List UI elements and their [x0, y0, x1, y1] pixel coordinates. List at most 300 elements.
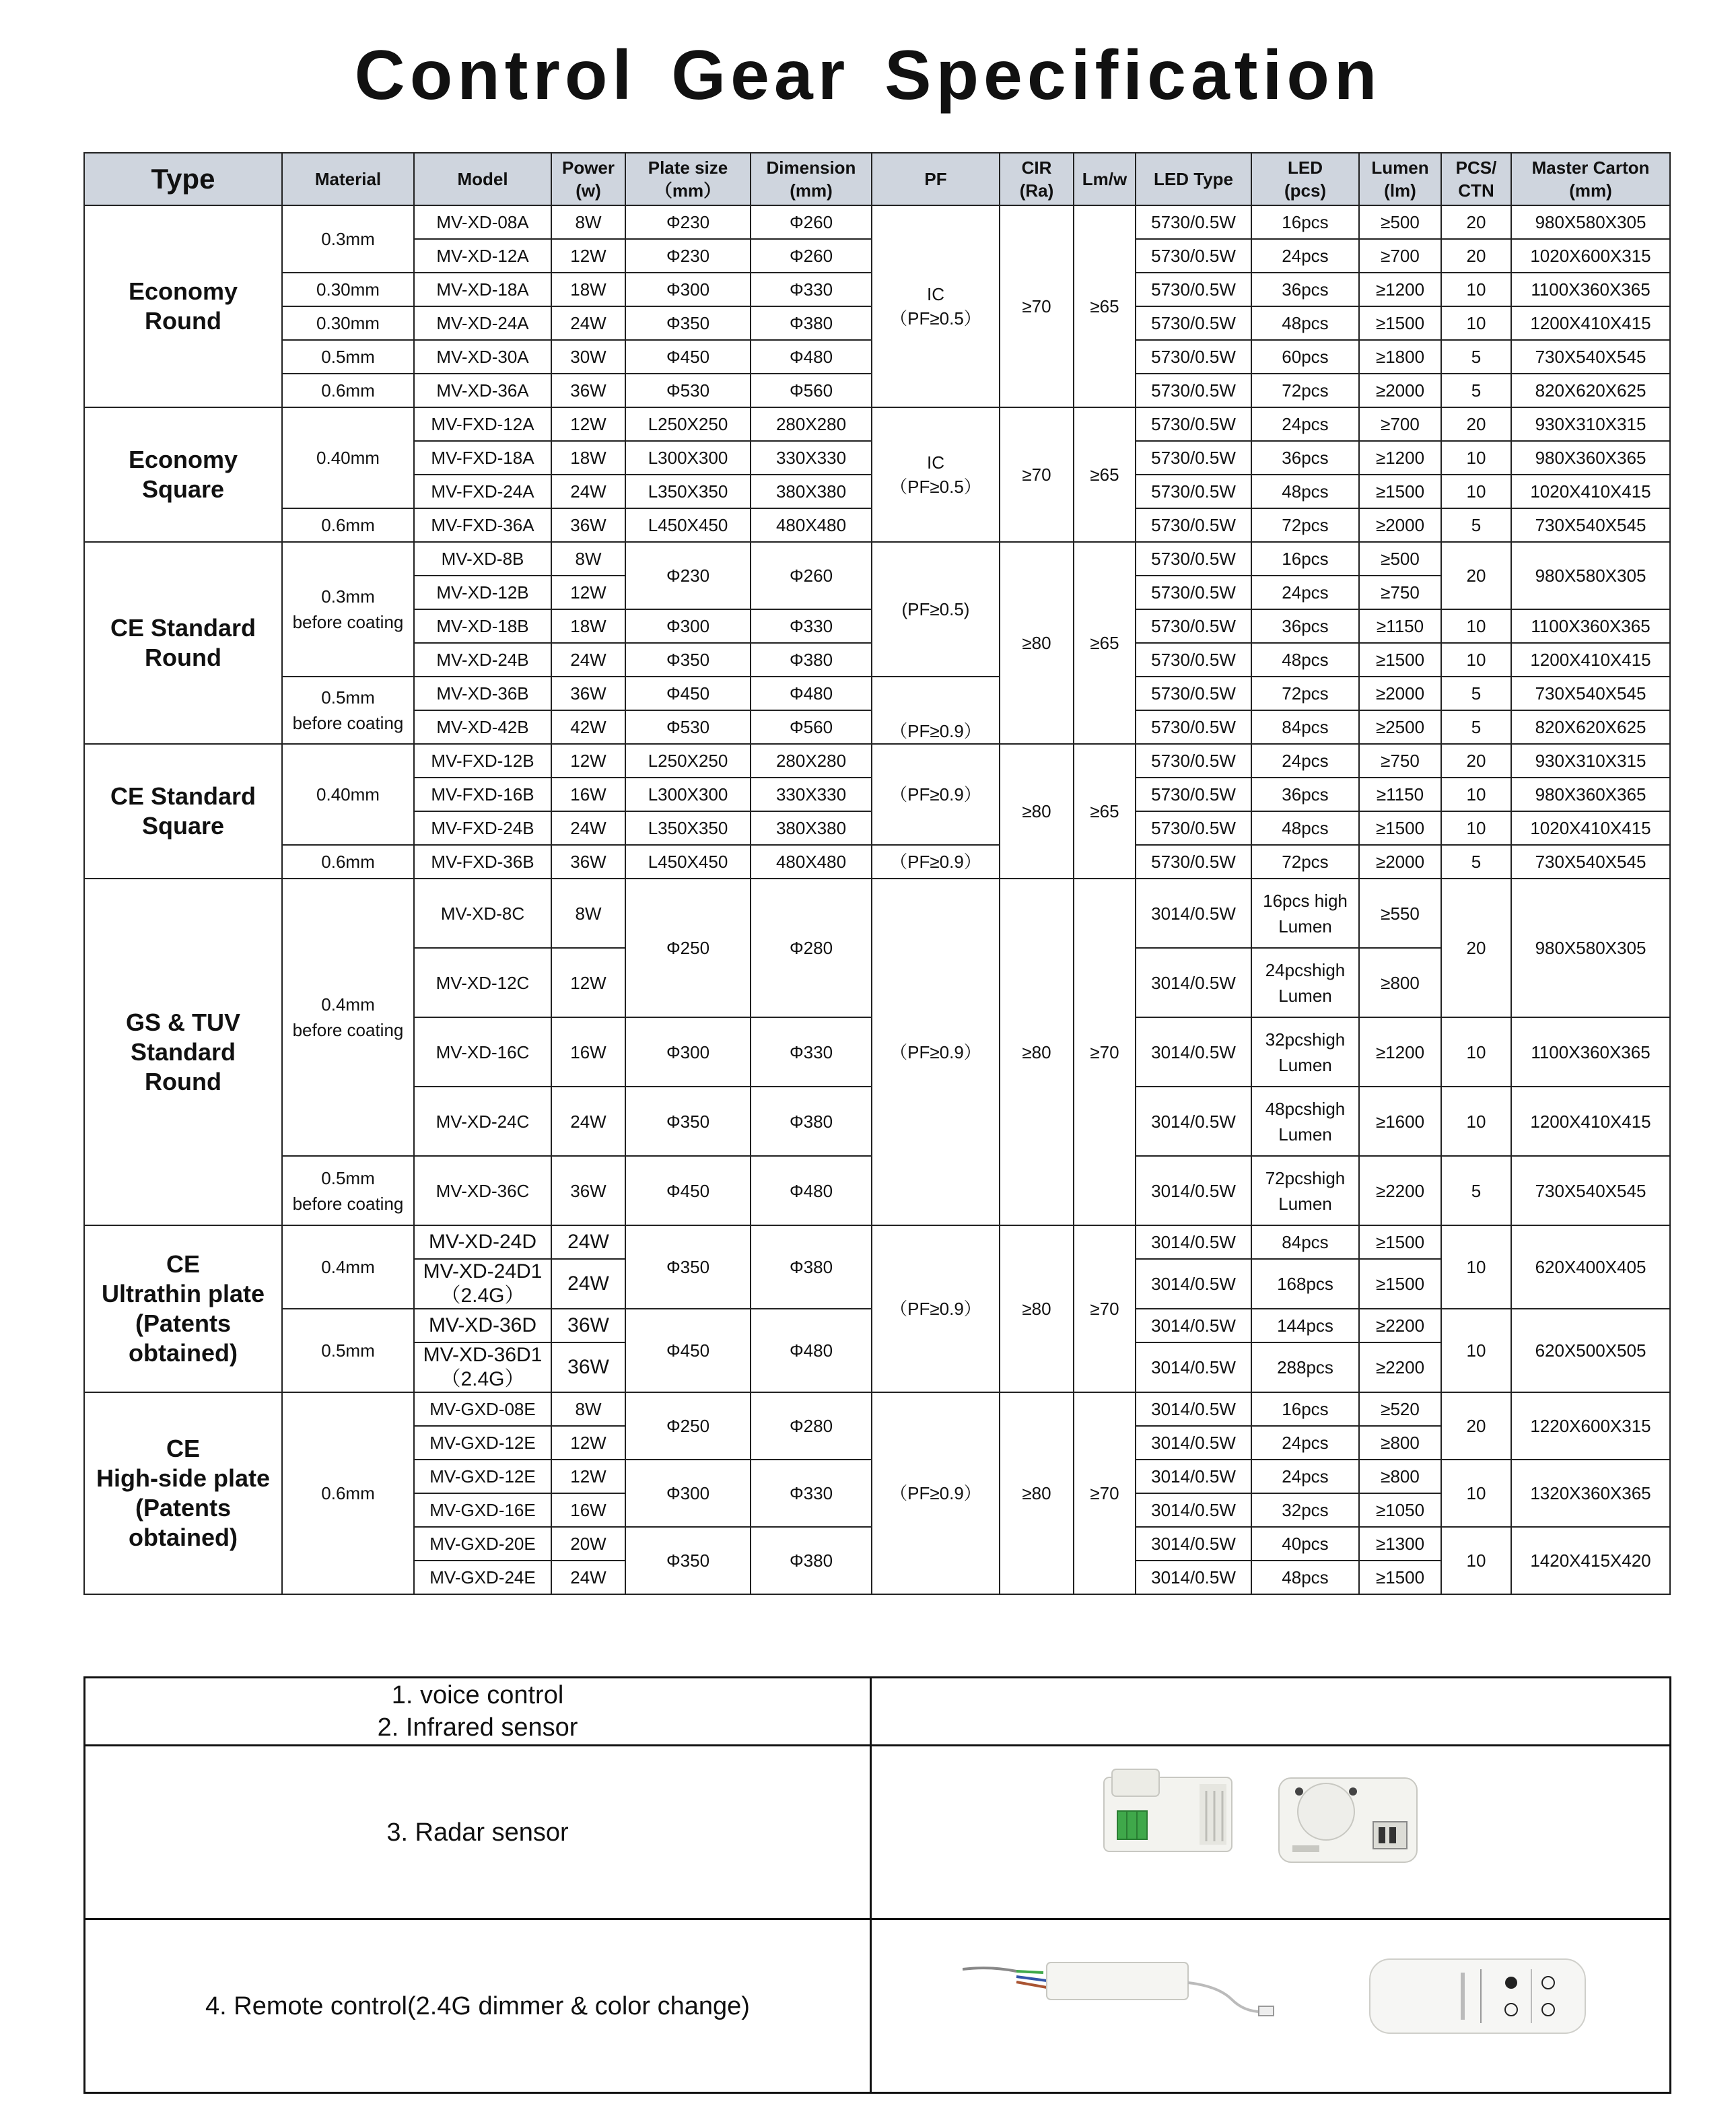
plate-cell: Φ350: [625, 1225, 751, 1309]
model-cell: MV-GXD-16E: [414, 1493, 551, 1527]
led-type-cell: 5730/0.5W: [1136, 374, 1251, 407]
carton-cell: 1200X410X415: [1511, 1087, 1670, 1156]
dimension-cell: Φ380: [751, 1225, 872, 1309]
header-cir: CIR (Ra): [1000, 153, 1074, 205]
lumen-cell: ≥2200: [1359, 1156, 1441, 1225]
led-type-cell: 5730/0.5W: [1136, 340, 1251, 374]
power-cell: 12W: [551, 407, 625, 441]
material-cell: 0.30mm: [282, 273, 414, 306]
led-type-cell: 5730/0.5W: [1136, 475, 1251, 508]
led-type-cell: 3014/0.5W: [1136, 1460, 1251, 1493]
material-cell: 0.5mm: [282, 340, 414, 374]
pcs-ctn-cell: 10: [1441, 1460, 1511, 1527]
carton-cell: 730X540X545: [1511, 845, 1670, 879]
pf-cell: (PF≥0.5): [872, 542, 1000, 677]
power-cell: 24W: [551, 643, 625, 677]
lumen-cell: ≥1500: [1359, 1225, 1441, 1259]
cir-cell: ≥80: [1000, 744, 1074, 879]
material-cell: 0.6mm: [282, 1392, 414, 1594]
header-model: Model: [414, 153, 551, 205]
power-cell: 8W: [551, 879, 625, 948]
material-cell: 0.4mm before coating: [282, 879, 414, 1156]
cir-cell: ≥80: [1000, 1392, 1074, 1594]
dimension-cell: 280X280: [751, 407, 872, 441]
plate-cell: Φ530: [625, 710, 751, 744]
option-row: [85, 1746, 1671, 1919]
plate-cell: Φ250: [625, 879, 751, 1017]
table-row: [84, 205, 1670, 239]
plate-cell: Φ450: [625, 677, 751, 710]
lumen-cell: ≥2000: [1359, 374, 1441, 407]
lumen-cell: ≥1600: [1359, 1087, 1441, 1156]
dimension-cell: Φ280: [751, 879, 872, 1017]
pf-cell: （PF≥0.9）: [872, 879, 1000, 1225]
spec-table: [83, 152, 1671, 1595]
pcs-ctn-cell: 10: [1441, 1225, 1511, 1309]
pcs-ctn-cell: 20: [1441, 205, 1511, 239]
power-cell: 18W: [551, 609, 625, 643]
pcs-ctn-cell: 5: [1441, 340, 1511, 374]
dimension-cell: Φ280: [751, 1392, 872, 1460]
pcs-ctn-cell: 10: [1441, 475, 1511, 508]
model-cell: MV-FXD-36A: [414, 508, 551, 542]
cir-cell: ≥80: [1000, 542, 1074, 744]
dimension-cell: Φ380: [751, 1527, 872, 1594]
led-type-cell: 3014/0.5W: [1136, 1493, 1251, 1527]
pcs-ctn-cell: 10: [1441, 609, 1511, 643]
model-cell: MV-XD-24B: [414, 643, 551, 677]
pf-cell: （PF≥0.9）: [872, 1225, 1000, 1392]
dimension-cell: Φ380: [751, 1087, 872, 1156]
header-pf: PF: [872, 153, 1000, 205]
plate-cell: Φ230: [625, 542, 751, 609]
carton-cell: 1100X360X365: [1511, 1017, 1670, 1087]
material-cell: 0.3mm before coating: [282, 542, 414, 677]
led-pcs-cell: 16pcs: [1251, 1392, 1359, 1426]
led-driver-image: [963, 1952, 1286, 2020]
type-cell: GS & TUV Standard Round: [84, 879, 282, 1225]
model-cell: MV-XD-18A: [414, 273, 551, 306]
model-cell: MV-FXD-36B: [414, 845, 551, 879]
model-cell: MV-XD-16C: [414, 1017, 551, 1087]
lumen-cell: ≥1150: [1359, 778, 1441, 811]
plate-cell: Φ350: [625, 306, 751, 340]
carton-cell: 730X540X545: [1511, 677, 1670, 710]
pcs-ctn-cell: 10: [1441, 1017, 1511, 1087]
led-type-cell: 5730/0.5W: [1136, 845, 1251, 879]
model-cell: MV-XD-12A: [414, 239, 551, 273]
plate-cell: L300X300: [625, 441, 751, 475]
pf-cell: IC （PF≥0.5）: [872, 407, 1000, 542]
pf-cell: （PF≥0.9）: [872, 744, 1000, 845]
material-cell: 0.6mm: [282, 508, 414, 542]
type-cell: CE Ultrathin plate (Patents obtained): [84, 1225, 282, 1392]
dimension-cell: Φ480: [751, 1156, 872, 1225]
plate-cell: Φ300: [625, 1017, 751, 1087]
led-type-cell: 3014/0.5W: [1136, 1087, 1251, 1156]
dimension-cell: Φ330: [751, 609, 872, 643]
carton-cell: 980X360X365: [1511, 441, 1670, 475]
pcs-ctn-cell: 10: [1441, 273, 1511, 306]
pcs-ctn-cell: 10: [1441, 1527, 1511, 1594]
table-row: [84, 1392, 1670, 1426]
led-type-cell: 5730/0.5W: [1136, 441, 1251, 475]
power-cell: 36W: [551, 508, 625, 542]
power-cell: 12W: [551, 744, 625, 778]
material-cell: 0.4mm: [282, 1225, 414, 1309]
led-pcs-cell: 48pcshigh Lumen: [1251, 1087, 1359, 1156]
led-type-cell: 5730/0.5W: [1136, 778, 1251, 811]
power-cell: 16W: [551, 778, 625, 811]
led-pcs-cell: 36pcs: [1251, 609, 1359, 643]
carton-cell: 1020X410X415: [1511, 475, 1670, 508]
led-type-cell: 3014/0.5W: [1136, 1225, 1251, 1259]
led-pcs-cell: 24pcs: [1251, 239, 1359, 273]
led-pcs-cell: 48pcs: [1251, 811, 1359, 845]
led-pcs-cell: 16pcs high Lumen: [1251, 879, 1359, 948]
model-cell: MV-XD-12B: [414, 576, 551, 609]
led-type-cell: 5730/0.5W: [1136, 609, 1251, 643]
model-cell: MV-XD-36A: [414, 374, 551, 407]
power-cell: 24W: [551, 1225, 625, 1259]
led-type-cell: 5730/0.5W: [1136, 576, 1251, 609]
remote-control-image: [1366, 1952, 1589, 2040]
model-cell: MV-GXD-20E: [414, 1527, 551, 1561]
carton-cell: 730X540X545: [1511, 1156, 1670, 1225]
dimension-cell: 480X480: [751, 845, 872, 879]
lumen-cell: ≥1500: [1359, 811, 1441, 845]
model-cell: MV-XD-36D: [414, 1309, 551, 1342]
lumen-cell: ≥500: [1359, 205, 1441, 239]
lumen-cell: ≥2200: [1359, 1342, 1441, 1392]
plate-cell: L450X450: [625, 845, 751, 879]
model-cell: MV-FXD-16B: [414, 778, 551, 811]
page-title: Control Gear Specification: [354, 36, 1382, 114]
carton-cell: 820X620X625: [1511, 374, 1670, 407]
led-pcs-cell: 16pcs: [1251, 205, 1359, 239]
led-pcs-cell: 36pcs: [1251, 273, 1359, 306]
led-pcs-cell: 24pcs: [1251, 1460, 1359, 1493]
power-cell: 24W: [551, 1087, 625, 1156]
led-pcs-cell: 16pcs: [1251, 542, 1359, 576]
led-type-cell: 5730/0.5W: [1136, 677, 1251, 710]
lmw-cell: ≥70: [1074, 1392, 1136, 1594]
material-cell: 0.6mm: [282, 374, 414, 407]
lumen-cell: ≥1200: [1359, 273, 1441, 306]
pcs-ctn-cell: 5: [1441, 374, 1511, 407]
carton-cell: 1200X410X415: [1511, 306, 1670, 340]
material-cell: 0.5mm before coating: [282, 677, 414, 744]
model-cell: MV-XD-12C: [414, 948, 551, 1017]
lumen-cell: ≥800: [1359, 948, 1441, 1017]
plate-cell: Φ350: [625, 1527, 751, 1594]
lumen-cell: ≥700: [1359, 407, 1441, 441]
lumen-cell: ≥1500: [1359, 643, 1441, 677]
plate-cell: Φ230: [625, 239, 751, 273]
pcs-ctn-cell: 20: [1441, 407, 1511, 441]
type-cell: Economy Round: [84, 205, 282, 407]
pcs-ctn-cell: 20: [1441, 239, 1511, 273]
dimension-cell: Φ380: [751, 306, 872, 340]
lumen-cell: ≥1500: [1359, 306, 1441, 340]
radar-sensor-image: [1099, 1764, 1240, 1865]
pcs-ctn-cell: 10: [1441, 306, 1511, 340]
option-remote: 4. Remote control(2.4G dimmer & color change): [85, 1919, 871, 2093]
carton-cell: 730X540X545: [1511, 340, 1670, 374]
carton-cell: 820X620X625: [1511, 710, 1670, 744]
led-type-cell: 5730/0.5W: [1136, 643, 1251, 677]
led-pcs-cell: 72pcs: [1251, 845, 1359, 879]
model-cell: MV-GXD-24E: [414, 1561, 551, 1594]
carton-cell: 1020X410X415: [1511, 811, 1670, 845]
header-lumen: Lumen (lm): [1359, 153, 1441, 205]
lmw-cell: ≥65: [1074, 407, 1136, 542]
led-pcs-cell: 72pcshigh Lumen: [1251, 1156, 1359, 1225]
led-type-cell: 3014/0.5W: [1136, 1309, 1251, 1342]
header-lmw: Lm/w: [1074, 153, 1136, 205]
lumen-cell: ≥1050: [1359, 1493, 1441, 1527]
pcs-ctn-cell: 5: [1441, 710, 1511, 744]
lumen-cell: ≥1200: [1359, 441, 1441, 475]
model-cell: MV-FXD-18A: [414, 441, 551, 475]
model-cell: MV-XD-24D: [414, 1225, 551, 1259]
lumen-cell: ≥800: [1359, 1426, 1441, 1460]
header-material: Material: [282, 153, 414, 205]
header-led-pcs: LED (pcs): [1251, 153, 1359, 205]
plate-cell: Φ350: [625, 643, 751, 677]
led-type-cell: 5730/0.5W: [1136, 744, 1251, 778]
table-row: [84, 879, 1670, 948]
lumen-cell: ≥2200: [1359, 1309, 1441, 1342]
dimension-cell: Φ260: [751, 542, 872, 609]
carton-cell: 1420X415X420: [1511, 1527, 1670, 1594]
led-pcs-cell: 40pcs: [1251, 1527, 1359, 1561]
power-cell: 36W: [551, 1342, 625, 1392]
header-dimension: Dimension (mm): [751, 153, 872, 205]
pcs-ctn-cell: 10: [1441, 441, 1511, 475]
header-pcs-ctn: PCS/ CTN: [1441, 153, 1511, 205]
led-pcs-cell: 84pcs: [1251, 1225, 1359, 1259]
power-cell: 20W: [551, 1527, 625, 1561]
power-cell: 18W: [551, 441, 625, 475]
pcs-ctn-cell: 10: [1441, 1087, 1511, 1156]
led-type-cell: 3014/0.5W: [1136, 1342, 1251, 1392]
lumen-cell: ≥1150: [1359, 609, 1441, 643]
led-type-cell: 3014/0.5W: [1136, 1561, 1251, 1594]
lumen-cell: ≥800: [1359, 1460, 1441, 1493]
plate-cell: Φ450: [625, 340, 751, 374]
cir-cell: ≥70: [1000, 407, 1074, 542]
led-pcs-cell: 36pcs: [1251, 441, 1359, 475]
power-cell: 16W: [551, 1493, 625, 1527]
led-type-cell: 3014/0.5W: [1136, 1259, 1251, 1309]
power-cell: 12W: [551, 239, 625, 273]
dimension-cell: 480X480: [751, 508, 872, 542]
power-cell: 8W: [551, 1392, 625, 1426]
carton-cell: 1100X360X365: [1511, 609, 1670, 643]
lumen-cell: ≥750: [1359, 576, 1441, 609]
table-row: [84, 744, 1670, 778]
led-pcs-cell: 32pcs: [1251, 1493, 1359, 1527]
model-cell: MV-XD-24D1 （2.4G）: [414, 1259, 551, 1309]
material-cell: 0.5mm before coating: [282, 1156, 414, 1225]
pcs-ctn-cell: 10: [1441, 811, 1511, 845]
option-radar: 3. Radar sensor: [85, 1746, 871, 1919]
plate-cell: Φ300: [625, 609, 751, 643]
option-image-empty: [871, 1678, 1671, 1746]
power-cell: 24W: [551, 1259, 625, 1309]
lumen-cell: ≥1300: [1359, 1527, 1441, 1561]
pcs-ctn-cell: 10: [1441, 643, 1511, 677]
model-cell: MV-XD-30A: [414, 340, 551, 374]
cir-cell: ≥70: [1000, 205, 1074, 407]
header-led-type: LED Type: [1136, 153, 1251, 205]
carton-cell: 1220X600X315: [1511, 1392, 1670, 1460]
lumen-cell: ≥2000: [1359, 677, 1441, 710]
plate-cell: L300X300: [625, 778, 751, 811]
lumen-cell: ≥2000: [1359, 845, 1441, 879]
led-pcs-cell: 24pcs: [1251, 576, 1359, 609]
led-type-cell: 3014/0.5W: [1136, 1017, 1251, 1087]
led-pcs-cell: 168pcs: [1251, 1259, 1359, 1309]
lumen-cell: ≥520: [1359, 1392, 1441, 1426]
pcs-ctn-cell: 5: [1441, 677, 1511, 710]
table-row: [84, 542, 1670, 576]
power-cell: 12W: [551, 576, 625, 609]
dimension-cell: Φ480: [751, 1309, 872, 1392]
pcs-ctn-cell: 5: [1441, 508, 1511, 542]
pcs-ctn-cell: 20: [1441, 542, 1511, 609]
model-cell: MV-XD-42B: [414, 710, 551, 744]
option-row: [85, 1678, 1671, 1746]
led-type-cell: 5730/0.5W: [1136, 205, 1251, 239]
pcs-ctn-cell: 20: [1441, 744, 1511, 778]
led-pcs-cell: 24pcs: [1251, 407, 1359, 441]
led-pcs-cell: 72pcs: [1251, 374, 1359, 407]
led-type-cell: 3014/0.5W: [1136, 948, 1251, 1017]
carton-cell: 1020X600X315: [1511, 239, 1670, 273]
led-pcs-cell: 48pcs: [1251, 475, 1359, 508]
carton-cell: 980X580X305: [1511, 542, 1670, 609]
led-type-cell: 5730/0.5W: [1136, 710, 1251, 744]
led-type-cell: 5730/0.5W: [1136, 306, 1251, 340]
table-row: [84, 677, 1670, 710]
model-cell: MV-FXD-24A: [414, 475, 551, 508]
led-type-cell: 3014/0.5W: [1136, 1156, 1251, 1225]
material-cell: 0.30mm: [282, 306, 414, 340]
plate-cell: Φ300: [625, 273, 751, 306]
lmw-cell: ≥65: [1074, 744, 1136, 879]
dimension-cell: Φ480: [751, 677, 872, 710]
model-cell: MV-XD-18B: [414, 609, 551, 643]
plate-cell: Φ450: [625, 1309, 751, 1392]
pcs-ctn-cell: 20: [1441, 1392, 1511, 1460]
dimension-cell: Φ560: [751, 710, 872, 744]
header-master-carton: Master Carton (mm): [1511, 153, 1670, 205]
model-cell: MV-XD-8B: [414, 542, 551, 576]
led-type-cell: 5730/0.5W: [1136, 811, 1251, 845]
lumen-cell: ≥550: [1359, 879, 1441, 948]
power-cell: 24W: [551, 475, 625, 508]
power-cell: 42W: [551, 710, 625, 744]
model-cell: MV-FXD-12A: [414, 407, 551, 441]
plate-cell: L250X250: [625, 744, 751, 778]
led-type-cell: 3014/0.5W: [1136, 1392, 1251, 1426]
dimension-cell: Φ560: [751, 374, 872, 407]
led-pcs-cell: 84pcs: [1251, 710, 1359, 744]
lumen-cell: ≥2000: [1359, 508, 1441, 542]
led-pcs-cell: 72pcs: [1251, 508, 1359, 542]
carton-cell: 980X580X305: [1511, 205, 1670, 239]
lmw-cell: ≥70: [1074, 1225, 1136, 1392]
carton-cell: 1200X410X415: [1511, 643, 1670, 677]
model-cell: MV-GXD-12E: [414, 1426, 551, 1460]
power-cell: 16W: [551, 1017, 625, 1087]
pf-cell: （PF≥0.9）: [872, 1392, 1000, 1594]
power-cell: 18W: [551, 273, 625, 306]
lumen-cell: ≥750: [1359, 744, 1441, 778]
lumen-cell: ≥1200: [1359, 1017, 1441, 1087]
power-cell: 12W: [551, 1426, 625, 1460]
carton-cell: 1100X360X365: [1511, 273, 1670, 306]
plate-cell: Φ450: [625, 1156, 751, 1225]
carton-cell: 980X360X365: [1511, 778, 1670, 811]
led-type-cell: 3014/0.5W: [1136, 879, 1251, 948]
carton-cell: 620X400X405: [1511, 1225, 1670, 1309]
power-cell: 36W: [551, 1156, 625, 1225]
pcs-ctn-cell: 5: [1441, 845, 1511, 879]
lumen-cell: ≥1800: [1359, 340, 1441, 374]
dimension-cell: Φ330: [751, 1017, 872, 1087]
material-cell: 0.6mm: [282, 845, 414, 879]
model-cell: MV-FXD-12B: [414, 744, 551, 778]
led-type-cell: 3014/0.5W: [1136, 1527, 1251, 1561]
model-cell: MV-GXD-12E: [414, 1460, 551, 1493]
microwave-sensor-image: [1272, 1768, 1424, 1869]
model-cell: MV-XD-24A: [414, 306, 551, 340]
led-type-cell: 5730/0.5W: [1136, 508, 1251, 542]
dimension-cell: Φ480: [751, 340, 872, 374]
model-cell: MV-XD-08A: [414, 205, 551, 239]
carton-cell: 1320X360X365: [1511, 1460, 1670, 1527]
led-pcs-cell: 144pcs: [1251, 1309, 1359, 1342]
led-pcs-cell: 48pcs: [1251, 306, 1359, 340]
material-cell: 0.40mm: [282, 407, 414, 508]
plate-cell: L350X350: [625, 811, 751, 845]
model-cell: MV-XD-36C: [414, 1156, 551, 1225]
material-cell: 0.3mm: [282, 205, 414, 273]
cir-cell: ≥80: [1000, 879, 1074, 1225]
pf-cell: IC （PF≥0.5）: [872, 205, 1000, 407]
lmw-cell: ≥65: [1074, 542, 1136, 744]
lumen-cell: ≥1500: [1359, 475, 1441, 508]
dimension-cell: 330X330: [751, 441, 872, 475]
pcs-ctn-cell: 5: [1441, 1156, 1511, 1225]
lmw-cell: ≥65: [1074, 205, 1136, 407]
dimension-cell: 330X330: [751, 778, 872, 811]
lumen-cell: ≥2500: [1359, 710, 1441, 744]
plate-cell: L350X350: [625, 475, 751, 508]
header-row: [84, 153, 1670, 205]
led-pcs-cell: 60pcs: [1251, 340, 1359, 374]
led-pcs-cell: 24pcshigh Lumen: [1251, 948, 1359, 1017]
plate-cell: L250X250: [625, 407, 751, 441]
plate-cell: Φ250: [625, 1392, 751, 1460]
model-cell: MV-XD-36B: [414, 677, 551, 710]
header-plate-size: Plate size （mm）: [625, 153, 751, 205]
pcs-ctn-cell: 10: [1441, 778, 1511, 811]
plate-cell: Φ300: [625, 1460, 751, 1527]
